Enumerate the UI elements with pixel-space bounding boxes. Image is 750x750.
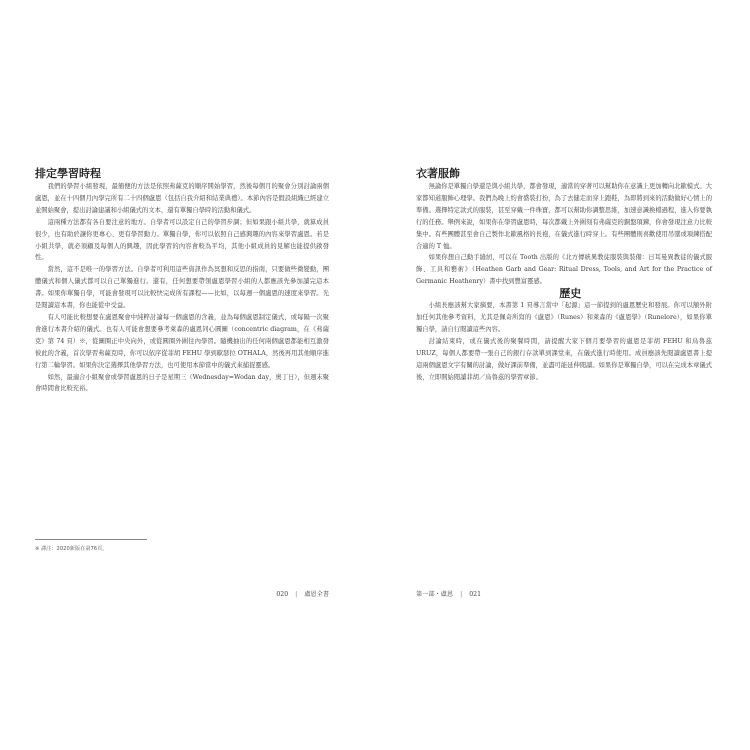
left-paragraph-5: 如然，最適合小組聚會或學習盧恩的日子是星期三（Wednesday=Wodan day，奧丁日），但週末聚會時間會比較充裕。 <box>35 373 329 393</box>
right-page-number: 021 <box>469 591 482 598</box>
right-page <box>416 0 712 750</box>
right-folio <box>416 589 481 598</box>
right-body-text <box>416 181 712 383</box>
footnote: ※ 譯注：2020新版在第76頁。 <box>35 546 108 552</box>
right-paragraph-4: 討論結束時，或在儀式後的聚餐時間，請提醒大家下個月要學習的盧恩是菲胡 FEHU 和烏魯茲 URUZ，每個人都要帶一張自己的銀行存款單到課堂來，在儀式進行時使用。成員應該先閱讀盧恩書上提這兩個盧恩文字有關的討論，做好課前準備，並盡可能延伸閱讀。如果你是單獨自學，可以在完成本章儀式後，立即開始閱讀菲胡／烏魯茲的學習章節。 <box>416 337 712 381</box>
left-running-head: 盧恩全書 <box>304 591 329 598</box>
folio-separator: | <box>295 591 298 598</box>
left-paragraph-4: 有人可能比較想要在盧恩聚會中純粹討論每一個盧恩的含義，並為每個盧恩制定儀式，或每隔一次聚會進行本書介紹的儀式。也有人可能會想要參考萊森的盧恩同心圓圖（concentric diagram，在《弗薩克》第 74 頁）※，從圖圈正中央向外，或從圓圈外圍往內學習。隨機抽出的任何兩個盧恩都能相互激發彼此的含義，首次學習弗薩克時，你可以依序從菲胡 FEHU 學到歐瑟拉 OTHALA，然後再用其他順序進行第二輪學習。如果你決定選擇其他學習方法，也可使用本節當中的儀式來捕捉靈感。 <box>35 313 329 369</box>
left-paragraph-3: 當然，這不是唯一的學習方法。自學者可利用這些資訊作為冥想和反思的指南，只要做些微變動，團體儀式和個人儀式都可以自己單獨進行。還有，任何想要帶領盧恩學習小組的人都應該先參加讀完這本書。如果你單獨自學，可能會發現可以比較快完成所有課程——比如，以每週一個盧恩的速度來學習。光是閱讀這本書，你也能從中受益。 <box>35 266 329 310</box>
right-section-heading: 衣著服飾 <box>416 167 460 180</box>
right-paragraph-2: 如果你想自己動手縫紉，可以在 Tooth 出版的《北方傳統異教徒服裝與裝備：日耳曼異教徒的儀式服飾、工具和藝術》（Heathen Garb and Gear: Ritual Dress, Tools, and Art for the Practice of Germanic Heathenry）書中找到豐富靈感。 <box>416 254 712 286</box>
left-paragraph-2: 這兩種方法都有各自要注意的地方。自學者可以設定自己的學習步調；但如果跟小組共學，就算成員很少，也有助於讓你更專心、更有學習動力。單獨自學，你可以依照自己感興趣的內容來學習盧恩。若是小組共學，就必須顧及每個人的興趣，因此學習的內容會較為平均，其他小組成員的見解也能提供啟發性。 <box>35 218 329 262</box>
right-paragraph-1: 無論你是單獨自學還是與小組共學，都會發現，適當的穿著可以幫助你在意識上更加轉向北歐模式。大家都知道服飾心理學。我們為晚上約會盛裝打扮，為了去健走而穿上跑鞋，為即將到來的活動做好心情上的準備。選擇特定款式的服裝，甚至穿戴一件珠寶，都可以幫助你調整思維，加速意識換檔過程，進入你要執行的任務。舉例來說，如果你在學習盧恩時，每次都戴上外圍刻有弗薩克的銅盤項鍊，你會發現注意力比較集中。有些團體甚至會自己製作北歐風格的長袍，在儀式進行時穿上。有些團體則喜歡使用吊墜或項鍊搭配合適的 T 恤。 <box>416 183 712 250</box>
folio-separator: | <box>460 591 463 598</box>
left-body-text <box>35 181 329 395</box>
left-section-heading: 排定學習時程 <box>35 167 101 180</box>
footnote-divider <box>35 539 147 540</box>
left-paragraph-1: 我們的學習小組發現，最簡便的方法是依照弗薩克的順序開始學習，然後每個月的聚會分別討論兩個盧恩，並在十四個月內學完所有二十四個盧恩（包括自我介紹和結業典禮）。本節內容是假設組織已經建立並開始聚會，提出討論建議和小組儀式的文本，還有單獨自學時的活動和儀式。 <box>35 183 329 214</box>
right-paragraph-3: 小組長應該幫大家摘要，本書第 1 頁導言當中「起源」這一節提到的盧恩歷史和發展。你可以額外附加任何其他參考資料，尤其是佩奇所寫的《盧恩》（Runes）和萊森的《盧恩學》（Runelore），如果你單獨自學，請自行閱讀這些內容。 <box>416 302 712 333</box>
right-running-head: 第一部・盧恩 <box>416 591 454 598</box>
history-section-title: 歷史 <box>559 287 582 301</box>
left-page-number: 020 <box>276 591 289 598</box>
left-folio <box>276 589 329 598</box>
left-page <box>35 0 329 750</box>
